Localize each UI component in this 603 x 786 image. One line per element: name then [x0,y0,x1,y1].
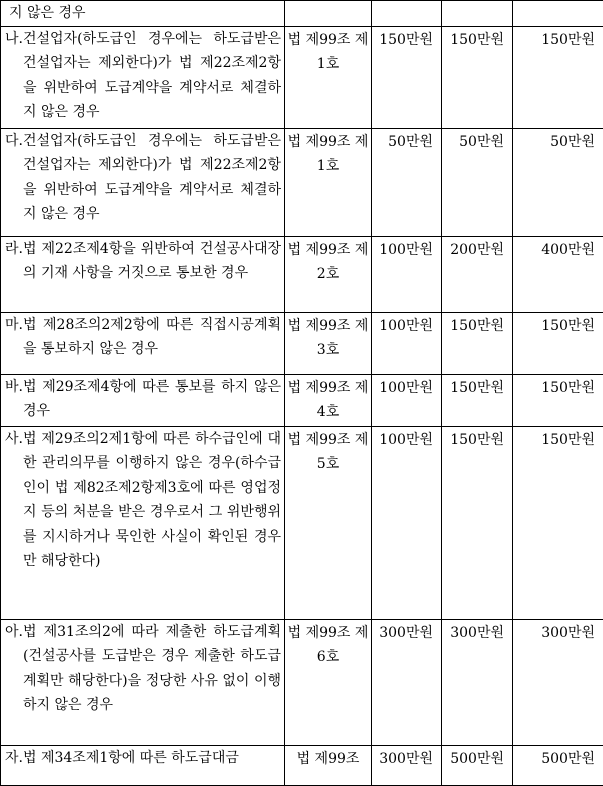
fine-first-cell: 100만원 [372,236,442,312]
table-row [1,745,603,785]
table-row [1,236,603,312]
fine-first-cell: 300만원 [372,745,442,785]
law-basis-cell: 법 제99조 제1호 [285,26,372,128]
fine-second-cell [442,1,513,27]
violation-text: 법 제29조제4항에 따른 통보를 하지 않은 경우 [23,375,281,424]
fine-second-cell: 300만원 [442,619,513,745]
item-marker: 바. [5,375,23,424]
item-marker: 사. [5,427,23,574]
table-row [1,374,603,426]
violation-text: 법 제22조제4항을 위반하여 건설공사대장의 기재 사항을 거짓으로 통보한 경우 [23,237,281,286]
violation-text: 법 제34조제1항에 따른 하도급대금 [23,746,281,771]
item-marker: 마. [5,313,23,362]
fine-third-cell: 150만원 [513,426,603,619]
fine-second-cell: 150만원 [442,426,513,619]
law-basis-cell: 법 제99조 제2호 [285,236,372,312]
fine-second-cell: 50만원 [442,128,513,236]
violation-cell [1,128,285,236]
violation-text: 법 제28조의2제2항에 따른 직접시공계획을 통보하지 않은 경우 [23,313,281,362]
item-marker: 자. [5,746,23,771]
item-marker: 다. [5,129,23,227]
fine-first-cell: 100만원 [372,374,442,426]
violation-cell [1,745,285,785]
violation-text: 지 않은 경우 [9,1,281,26]
fine-third-cell: 300만원 [513,619,603,745]
fine-third-cell: 150만원 [513,374,603,426]
violation-cell [1,236,285,312]
fine-second-cell: 150만원 [442,374,513,426]
violation-cell [1,426,285,619]
law-basis-cell: 법 제99조 [285,745,372,785]
fine-second-cell: 500만원 [442,745,513,785]
violation-text: 법 제31조의2에 따라 제출한 하도급계획(건설공사를 도급받은 경우 제출한 하도급계획만 해당한다)을 정당한 사유 없이 이행하지 않은 경우 [23,620,281,718]
fine-first-cell: 50만원 [372,128,442,236]
fine-third-cell [513,1,603,27]
fine-second-cell: 200만원 [442,236,513,312]
table-row [1,128,603,236]
item-marker: 나. [5,27,23,125]
violation-cell [1,1,285,27]
law-basis-cell: 법 제99조 제3호 [285,312,372,374]
violation-text: 법 제29조의2제1항에 따른 하수급인에 대한 관리의무를 이행하지 않은 경우(하수급인이 법 제82조제2항제3호에 따른 영업정지 등의 처분을 받은 경우로서 그 위반행위를 지시하거나 묵인한 사실이 확인된 경우만 해당한다) [23,427,281,574]
law-basis-cell: 법 제99조 제1호 [285,128,372,236]
item-marker: 라. [5,237,23,286]
fine-first-cell [372,1,442,27]
violation-cell [1,312,285,374]
law-basis-cell [285,1,372,27]
table-row [1,312,603,374]
violation-text: 건설업자(하도급인 경우에는 하도급받은 건설업자는 제외한다)가 법 제22조제2항을 위반하여 도급계약을 계약서로 체결하지 않은 경우 [23,129,281,227]
table-row [1,619,603,745]
violation-text: 건설업자(하도급인 경우에는 하도급받은 건설업자는 제외한다)가 법 제22조제2항을 위반하여 도급계약을 계약서로 체결하지 않은 경우 [23,27,281,125]
fine-third-cell: 150만원 [513,26,603,128]
violation-cell [1,26,285,128]
fine-third-cell: 150만원 [513,312,603,374]
fine-first-cell: 100만원 [372,312,442,374]
fine-first-cell: 150만원 [372,26,442,128]
fine-first-cell: 300만원 [372,619,442,745]
law-basis-cell: 법 제99조 제4호 [285,374,372,426]
law-basis-cell: 법 제99조 제6호 [285,619,372,745]
table-row [1,26,603,128]
fine-second-cell: 150만원 [442,312,513,374]
law-basis-cell: 법 제99조 제5호 [285,426,372,619]
fine-third-cell: 400만원 [513,236,603,312]
violation-cell [1,374,285,426]
item-marker: 아. [5,620,23,718]
table-row [1,426,603,619]
fine-first-cell: 100만원 [372,426,442,619]
table-row [1,1,603,27]
fine-third-cell: 500만원 [513,745,603,785]
fine-third-cell: 50만원 [513,128,603,236]
violation-cell [1,619,285,745]
fine-second-cell: 150만원 [442,26,513,128]
